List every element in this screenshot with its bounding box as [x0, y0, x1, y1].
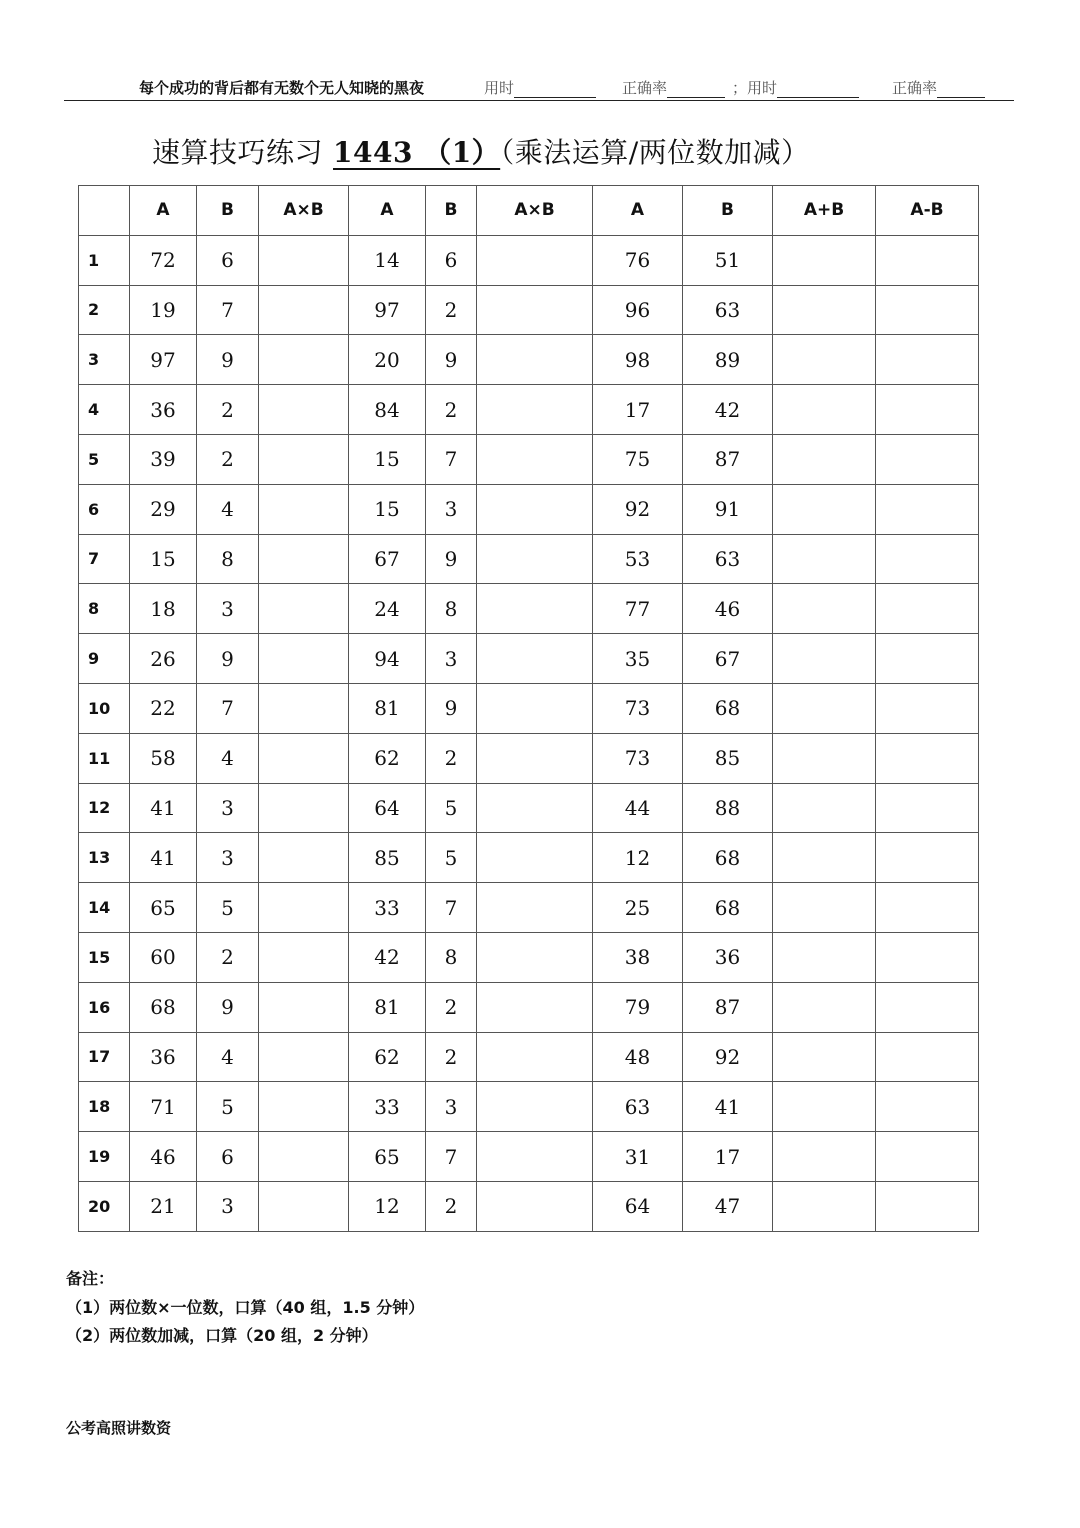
- product-answer-cell[interactable]: [259, 932, 349, 982]
- addend-b-cell: 42: [683, 385, 773, 435]
- addend-a-cell: 75: [593, 434, 683, 484]
- multiplier-cell: 6: [197, 1132, 259, 1182]
- sum-answer-cell[interactable]: [773, 235, 876, 285]
- multiplier-cell: 4: [197, 1032, 259, 1082]
- col-header-a: A: [130, 186, 197, 236]
- addend-b-cell: 46: [683, 584, 773, 634]
- multiplicand-cell: 62: [349, 1032, 426, 1082]
- multiplier-cell: 5: [197, 1082, 259, 1132]
- product-answer-cell[interactable]: [477, 883, 593, 933]
- row-number: 11: [79, 733, 130, 783]
- difference-answer-cell[interactable]: [876, 883, 979, 933]
- sum-answer-cell[interactable]: [773, 733, 876, 783]
- product-answer-cell[interactable]: [477, 285, 593, 335]
- addend-b-cell: 63: [683, 285, 773, 335]
- row-number: 4: [79, 385, 130, 435]
- table-row: [79, 833, 979, 883]
- multiplier-cell: 5: [426, 833, 477, 883]
- multiplicand-cell: 12: [349, 1181, 426, 1231]
- title-number: 1443 （1）: [333, 136, 501, 169]
- col-header-sum: A+B: [773, 186, 876, 236]
- multiplicand-cell: 19: [130, 285, 197, 335]
- product-answer-cell[interactable]: [259, 982, 349, 1032]
- addend-b-cell: 51: [683, 235, 773, 285]
- accuracy-blank-2[interactable]: [937, 82, 985, 98]
- row-number: 15: [79, 932, 130, 982]
- sum-answer-cell[interactable]: [773, 484, 876, 534]
- time-field-2: [732, 77, 859, 98]
- multiplier-cell: 7: [197, 683, 259, 733]
- title-suffix: （乘法运算/两位数加减）: [500, 136, 810, 169]
- addend-a-cell: 53: [593, 534, 683, 584]
- multiplicand-cell: 36: [130, 385, 197, 435]
- multiplier-cell: 3: [197, 1181, 259, 1231]
- col-header-b: B: [683, 186, 773, 236]
- sum-answer-cell[interactable]: [773, 783, 876, 833]
- multiplier-cell: 8: [197, 534, 259, 584]
- addend-a-cell: 79: [593, 982, 683, 1032]
- sum-answer-cell[interactable]: [773, 683, 876, 733]
- row-number: 13: [79, 833, 130, 883]
- multiplicand-cell: 84: [349, 385, 426, 435]
- multiplicand-cell: 97: [130, 335, 197, 385]
- table-header-row: [79, 186, 979, 236]
- sum-answer-cell[interactable]: [773, 584, 876, 634]
- sum-answer-cell[interactable]: [773, 1181, 876, 1231]
- accuracy-field-2: [892, 77, 985, 98]
- product-answer-cell[interactable]: [259, 683, 349, 733]
- difference-answer-cell[interactable]: [876, 285, 979, 335]
- multiplier-cell: 3: [197, 783, 259, 833]
- difference-answer-cell[interactable]: [876, 484, 979, 534]
- table-row: [79, 783, 979, 833]
- row-number: 1: [79, 235, 130, 285]
- addend-b-cell: 88: [683, 783, 773, 833]
- product-answer-cell[interactable]: [477, 484, 593, 534]
- addend-b-cell: 92: [683, 1032, 773, 1082]
- product-answer-cell[interactable]: [259, 235, 349, 285]
- table-row: [79, 982, 979, 1032]
- product-answer-cell[interactable]: [477, 385, 593, 435]
- addend-a-cell: 92: [593, 484, 683, 534]
- footer-text: 公考高照讲数资: [66, 1419, 172, 1437]
- multiplicand-cell: 71: [130, 1082, 197, 1132]
- sum-answer-cell[interactable]: [773, 335, 876, 385]
- difference-answer-cell[interactable]: [876, 1181, 979, 1231]
- row-number: 16: [79, 982, 130, 1032]
- multiplier-cell: 2: [426, 1181, 477, 1231]
- table-row: [79, 484, 979, 534]
- row-number: 18: [79, 1082, 130, 1132]
- table-row: [79, 1132, 979, 1182]
- product-answer-cell[interactable]: [477, 534, 593, 584]
- product-answer-cell[interactable]: [259, 733, 349, 783]
- multiplicand-cell: 64: [349, 783, 426, 833]
- table-row: [79, 733, 979, 783]
- col-header-index: [79, 186, 130, 236]
- product-answer-cell[interactable]: [259, 634, 349, 684]
- multiplicand-cell: 81: [349, 683, 426, 733]
- time-blank-2[interactable]: [777, 82, 859, 98]
- product-answer-cell[interactable]: [259, 1082, 349, 1132]
- table-row: [79, 883, 979, 933]
- addend-b-cell: 68: [683, 833, 773, 883]
- row-number: 6: [79, 484, 130, 534]
- notes-line: （1）两位数×一位数，口算（40 组，1.5 分钟）: [66, 1297, 425, 1317]
- addend-a-cell: 96: [593, 285, 683, 335]
- product-answer-cell[interactable]: [259, 434, 349, 484]
- table-row: [79, 1082, 979, 1132]
- table-row: [79, 534, 979, 584]
- page-header: [64, 76, 1014, 101]
- difference-answer-cell[interactable]: [876, 534, 979, 584]
- row-number: 3: [79, 335, 130, 385]
- table-row: [79, 1032, 979, 1082]
- addend-b-cell: 87: [683, 982, 773, 1032]
- difference-answer-cell[interactable]: [876, 385, 979, 435]
- difference-answer-cell[interactable]: [876, 733, 979, 783]
- multiplier-cell: 6: [426, 235, 477, 285]
- accuracy-label-1: 正确率: [622, 79, 668, 97]
- sum-answer-cell[interactable]: [773, 285, 876, 335]
- addend-a-cell: 64: [593, 1181, 683, 1231]
- product-answer-cell[interactable]: [477, 634, 593, 684]
- sum-answer-cell[interactable]: [773, 1082, 876, 1132]
- difference-answer-cell[interactable]: [876, 335, 979, 385]
- row-number: 2: [79, 285, 130, 335]
- multiplicand-cell: 94: [349, 634, 426, 684]
- difference-answer-cell[interactable]: [876, 1132, 979, 1182]
- multiplicand-cell: 15: [130, 534, 197, 584]
- multiplicand-cell: 68: [130, 982, 197, 1032]
- sum-answer-cell[interactable]: [773, 385, 876, 435]
- multiplicand-cell: 15: [349, 434, 426, 484]
- multiplicand-cell: 22: [130, 683, 197, 733]
- motto-text: 每个成功的背后都有无数个无人知晓的黑夜: [139, 79, 425, 97]
- table-row: [79, 634, 979, 684]
- addend-b-cell: 87: [683, 434, 773, 484]
- multiplicand-cell: 26: [130, 634, 197, 684]
- addend-b-cell: 47: [683, 1181, 773, 1231]
- sum-answer-cell[interactable]: [773, 883, 876, 933]
- addend-b-cell: 68: [683, 883, 773, 933]
- sum-answer-cell[interactable]: [773, 1032, 876, 1082]
- product-answer-cell[interactable]: [477, 833, 593, 883]
- multiplicand-cell: 33: [349, 1082, 426, 1132]
- col-header-b: B: [426, 186, 477, 236]
- product-answer-cell[interactable]: [259, 1132, 349, 1182]
- multiplier-cell: 4: [197, 484, 259, 534]
- col-header-a: A: [349, 186, 426, 236]
- time-label-2: 用时: [747, 79, 778, 97]
- table-row: [79, 584, 979, 634]
- multiplier-cell: 2: [426, 385, 477, 435]
- product-answer-cell[interactable]: [477, 683, 593, 733]
- addend-a-cell: 98: [593, 335, 683, 385]
- difference-answer-cell[interactable]: [876, 932, 979, 982]
- product-answer-cell[interactable]: [259, 833, 349, 883]
- accuracy-label-2: 正确率: [892, 79, 938, 97]
- multiplicand-cell: 41: [130, 783, 197, 833]
- multiplier-cell: 2: [197, 434, 259, 484]
- col-header-a: A: [593, 186, 683, 236]
- table-row: [79, 335, 979, 385]
- multiplier-cell: 3: [426, 1082, 477, 1132]
- difference-answer-cell[interactable]: [876, 982, 979, 1032]
- addend-a-cell: 25: [593, 883, 683, 933]
- row-number: 12: [79, 783, 130, 833]
- product-answer-cell[interactable]: [259, 385, 349, 435]
- addend-a-cell: 73: [593, 683, 683, 733]
- product-answer-cell[interactable]: [477, 1181, 593, 1231]
- product-answer-cell[interactable]: [477, 434, 593, 484]
- col-header-product: A×B: [477, 186, 593, 236]
- multiplicand-cell: 21: [130, 1181, 197, 1231]
- addend-a-cell: 48: [593, 1032, 683, 1082]
- multiplier-cell: 9: [197, 634, 259, 684]
- multiplicand-cell: 97: [349, 285, 426, 335]
- multiplier-cell: 2: [197, 932, 259, 982]
- multiplicand-cell: 46: [130, 1132, 197, 1182]
- product-answer-cell[interactable]: [259, 335, 349, 385]
- multiplier-cell: 9: [197, 335, 259, 385]
- difference-answer-cell[interactable]: [876, 833, 979, 883]
- row-number: 14: [79, 883, 130, 933]
- multiplier-cell: 8: [426, 584, 477, 634]
- notes-line: （2）两位数加减，口算（20 组，2 分钟）: [66, 1326, 378, 1345]
- multiplicand-cell: 29: [130, 484, 197, 534]
- addend-a-cell: 31: [593, 1132, 683, 1182]
- multiplicand-cell: 65: [349, 1132, 426, 1182]
- addend-a-cell: 63: [593, 1082, 683, 1132]
- practice-table: [78, 185, 979, 1232]
- sum-answer-cell[interactable]: [773, 634, 876, 684]
- addend-a-cell: 12: [593, 833, 683, 883]
- difference-answer-cell[interactable]: [876, 434, 979, 484]
- multiplier-cell: 3: [197, 584, 259, 634]
- sum-answer-cell[interactable]: [773, 833, 876, 883]
- multiplicand-cell: 81: [349, 982, 426, 1032]
- multiplier-cell: 9: [197, 982, 259, 1032]
- product-answer-cell[interactable]: [259, 1032, 349, 1082]
- difference-answer-cell[interactable]: [876, 584, 979, 634]
- multiplicand-cell: 62: [349, 733, 426, 783]
- page-title: [152, 131, 810, 171]
- multiplicand-cell: 58: [130, 733, 197, 783]
- multiplier-cell: 9: [426, 335, 477, 385]
- multiplicand-cell: 20: [349, 335, 426, 385]
- table-row: [79, 285, 979, 335]
- addend-a-cell: 38: [593, 932, 683, 982]
- addend-b-cell: 67: [683, 634, 773, 684]
- product-answer-cell[interactable]: [477, 932, 593, 982]
- separator: ；: [732, 79, 748, 97]
- notes-heading: 备注：: [66, 1269, 115, 1288]
- row-number: 7: [79, 534, 130, 584]
- product-answer-cell[interactable]: [259, 285, 349, 335]
- difference-answer-cell[interactable]: [876, 683, 979, 733]
- sum-answer-cell[interactable]: [773, 434, 876, 484]
- product-answer-cell[interactable]: [259, 484, 349, 534]
- addend-a-cell: 77: [593, 584, 683, 634]
- multiplier-cell: 9: [426, 683, 477, 733]
- multiplicand-cell: 72: [130, 235, 197, 285]
- product-answer-cell[interactable]: [477, 783, 593, 833]
- multiplicand-cell: 14: [349, 235, 426, 285]
- product-answer-cell[interactable]: [477, 235, 593, 285]
- time-blank-1[interactable]: [514, 82, 596, 98]
- multiplier-cell: 4: [197, 733, 259, 783]
- product-answer-cell[interactable]: [477, 733, 593, 783]
- multiplier-cell: 2: [426, 733, 477, 783]
- product-answer-cell[interactable]: [259, 883, 349, 933]
- addend-b-cell: 63: [683, 534, 773, 584]
- addend-a-cell: 44: [593, 783, 683, 833]
- multiplicand-cell: 15: [349, 484, 426, 534]
- accuracy-blank-1[interactable]: [667, 82, 725, 98]
- product-answer-cell[interactable]: [477, 1132, 593, 1182]
- multiplier-cell: 7: [197, 285, 259, 335]
- row-number: 20: [79, 1181, 130, 1231]
- product-answer-cell[interactable]: [477, 584, 593, 634]
- col-header-b: B: [197, 186, 259, 236]
- table-row: [79, 385, 979, 435]
- product-answer-cell[interactable]: [477, 982, 593, 1032]
- row-number: 8: [79, 584, 130, 634]
- product-answer-cell[interactable]: [477, 1082, 593, 1132]
- multiplier-cell: 5: [426, 783, 477, 833]
- product-answer-cell[interactable]: [259, 783, 349, 833]
- product-answer-cell[interactable]: [477, 1032, 593, 1082]
- table-row: [79, 434, 979, 484]
- multiplier-cell: 3: [426, 634, 477, 684]
- sum-answer-cell[interactable]: [773, 534, 876, 584]
- multiplier-cell: 2: [426, 285, 477, 335]
- product-answer-cell[interactable]: [259, 534, 349, 584]
- col-header-difference: A-B: [876, 186, 979, 236]
- multiplicand-cell: 33: [349, 883, 426, 933]
- multiplier-cell: 2: [197, 385, 259, 435]
- table-row: [79, 932, 979, 982]
- multiplier-cell: 7: [426, 434, 477, 484]
- row-number: 17: [79, 1032, 130, 1082]
- addend-a-cell: 17: [593, 385, 683, 435]
- multiplicand-cell: 24: [349, 584, 426, 634]
- multiplier-cell: 7: [426, 883, 477, 933]
- difference-answer-cell[interactable]: [876, 634, 979, 684]
- addend-a-cell: 35: [593, 634, 683, 684]
- multiplicand-cell: 41: [130, 833, 197, 883]
- multiplicand-cell: 42: [349, 932, 426, 982]
- difference-answer-cell[interactable]: [876, 783, 979, 833]
- difference-answer-cell[interactable]: [876, 1082, 979, 1132]
- addend-b-cell: 41: [683, 1082, 773, 1132]
- sum-answer-cell[interactable]: [773, 982, 876, 1032]
- time-field-1: [484, 77, 596, 98]
- multiplicand-cell: 85: [349, 833, 426, 883]
- multiplier-cell: 2: [426, 1032, 477, 1082]
- multiplier-cell: 7: [426, 1132, 477, 1182]
- product-answer-cell[interactable]: [259, 1181, 349, 1231]
- difference-answer-cell[interactable]: [876, 235, 979, 285]
- addend-b-cell: 89: [683, 335, 773, 385]
- multiplicand-cell: 65: [130, 883, 197, 933]
- sum-answer-cell[interactable]: [773, 1132, 876, 1182]
- multiplicand-cell: 60: [130, 932, 197, 982]
- addend-b-cell: 85: [683, 733, 773, 783]
- time-label-1: 用时: [484, 79, 515, 97]
- difference-answer-cell[interactable]: [876, 1032, 979, 1082]
- row-number: 9: [79, 634, 130, 684]
- multiplier-cell: 9: [426, 534, 477, 584]
- multiplier-cell: 3: [197, 833, 259, 883]
- row-number: 19: [79, 1132, 130, 1182]
- table-row: [79, 235, 979, 285]
- table-row: [79, 1181, 979, 1231]
- product-answer-cell[interactable]: [259, 584, 349, 634]
- multiplicand-cell: 18: [130, 584, 197, 634]
- multiplier-cell: 2: [426, 982, 477, 1032]
- addend-b-cell: 17: [683, 1132, 773, 1182]
- multiplier-cell: 8: [426, 932, 477, 982]
- title-prefix: 速算技巧练习: [152, 136, 324, 169]
- multiplicand-cell: 36: [130, 1032, 197, 1082]
- multiplier-cell: 6: [197, 235, 259, 285]
- table-row: [79, 683, 979, 733]
- row-number: 5: [79, 434, 130, 484]
- multiplier-cell: 5: [197, 883, 259, 933]
- accuracy-field-1: [622, 77, 725, 98]
- multiplier-cell: 3: [426, 484, 477, 534]
- addend-a-cell: 76: [593, 235, 683, 285]
- product-answer-cell[interactable]: [477, 335, 593, 385]
- notes-section: [66, 1265, 424, 1351]
- row-number: 10: [79, 683, 130, 733]
- multiplicand-cell: 67: [349, 534, 426, 584]
- multiplicand-cell: 39: [130, 434, 197, 484]
- addend-b-cell: 68: [683, 683, 773, 733]
- addend-b-cell: 91: [683, 484, 773, 534]
- addend-a-cell: 73: [593, 733, 683, 783]
- col-header-product: A×B: [259, 186, 349, 236]
- sum-answer-cell[interactable]: [773, 932, 876, 982]
- addend-b-cell: 36: [683, 932, 773, 982]
